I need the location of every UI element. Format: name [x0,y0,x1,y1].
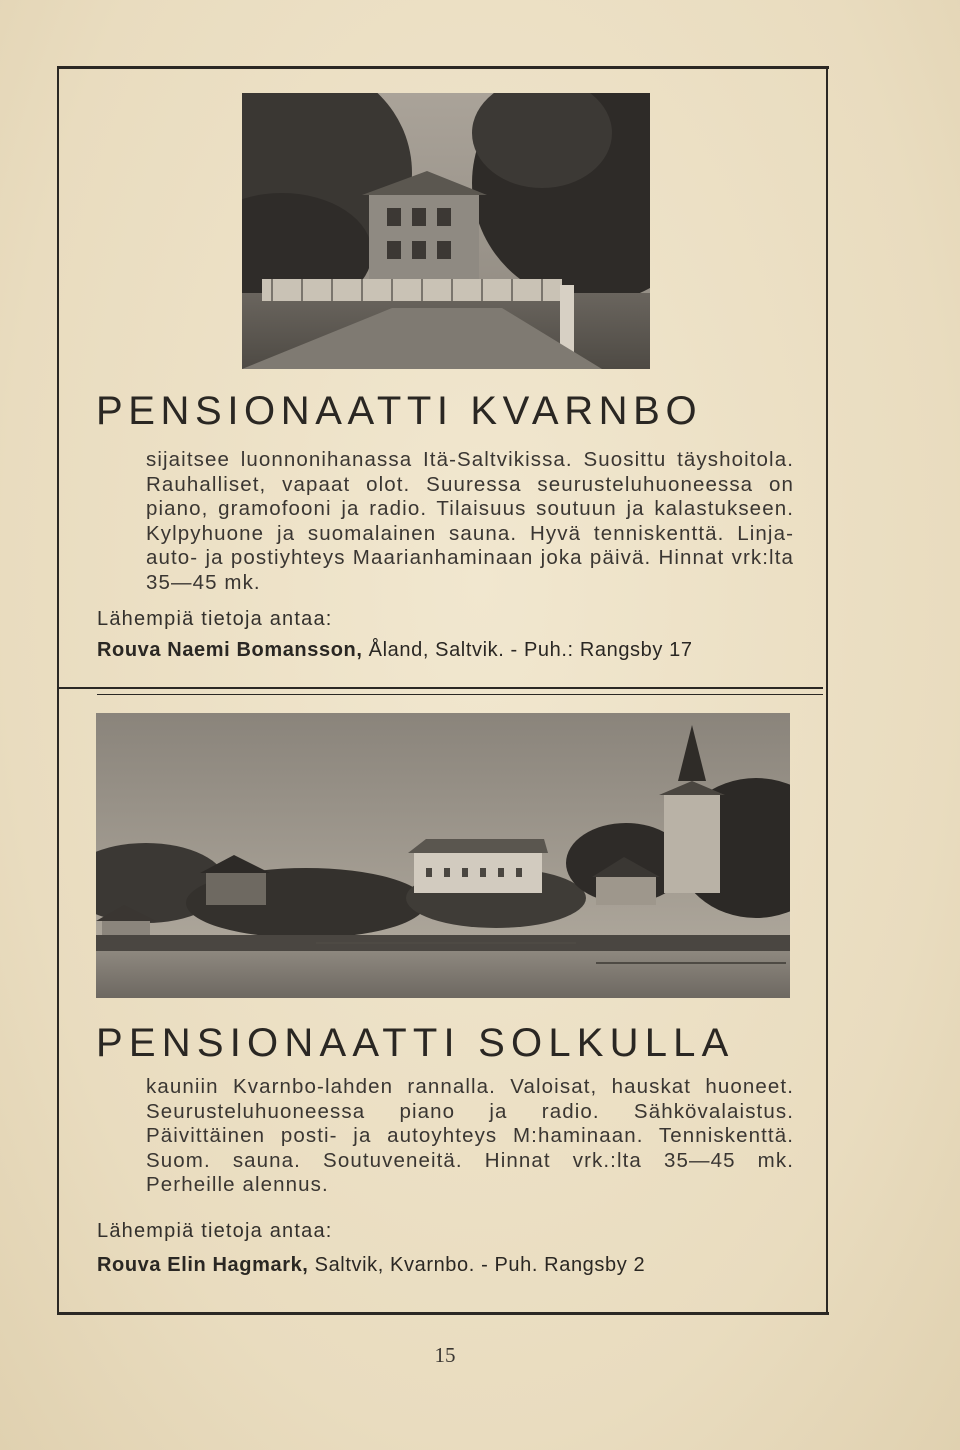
ad2-title: PENSIONAATTI SOLKULLA [96,1021,735,1065]
solkulla-village-photo [96,713,790,998]
frame-left-rule [57,66,59,1314]
section-divider-rule [57,687,823,689]
ad1-contact-name: Rouva Naemi Bomansson, [97,639,363,661]
bottom-rule [57,1312,829,1315]
ad2-contact-details: Saltvik, Kvarnbo. - Puh. Rangsby 2 [314,1254,646,1276]
ad1-info-label: Lähempiä tietoja antaa: [97,608,333,630]
frame-right-rule [826,66,828,1314]
ad1-contact-details: Åland, Saltvik. - Puh.: Rangsby 17 [368,639,693,661]
ad1-description: sijaitsee luonnonihanassa Itä-Saltvikissa. Suosittu täyshoitola. Rauhalliset, vapaat olot. Suuressa seurusteluhuoneessa on piano, gramofooni ja radio. Tilaisuus soutuun ja kalastukseen. Kylpyhuone ja suomalainen sauna. Hyvä tenniskenttä. Linja-auto- ja postiyhteys Maarianhaminaan joka päivä. Hinnat vrk:lta 35—45 mk. [146,448,794,594]
ad2-contact-name: Rouva Elin Hagmark, [97,1254,309,1276]
ad1-title: PENSIONAATTI KVARNBO [96,389,703,433]
ad2-description: kauniin Kvarnbo-lahden rannalla. Valoisat, hauskat huoneet. Seurusteluhuoneessa piano ja radio. Sähkövalaistus. Päivittäinen posti- ja autoyhteys M:haminaan. Tenniskenttä. Suom. sauna. Soutuveneitä. Hinnat vrk.:lta 35—45 mk. Perheille alennus. [146,1075,794,1196]
ad1-contact [97,639,693,662]
ad2-contact [97,1254,645,1277]
top-rule [57,66,829,69]
kvarnbo-house-photo [242,93,650,369]
section-divider-rule-inner [97,694,823,695]
ad2-info-label: Lähempiä tietoja antaa: [97,1220,333,1242]
page-number: 15 [434,1343,456,1367]
